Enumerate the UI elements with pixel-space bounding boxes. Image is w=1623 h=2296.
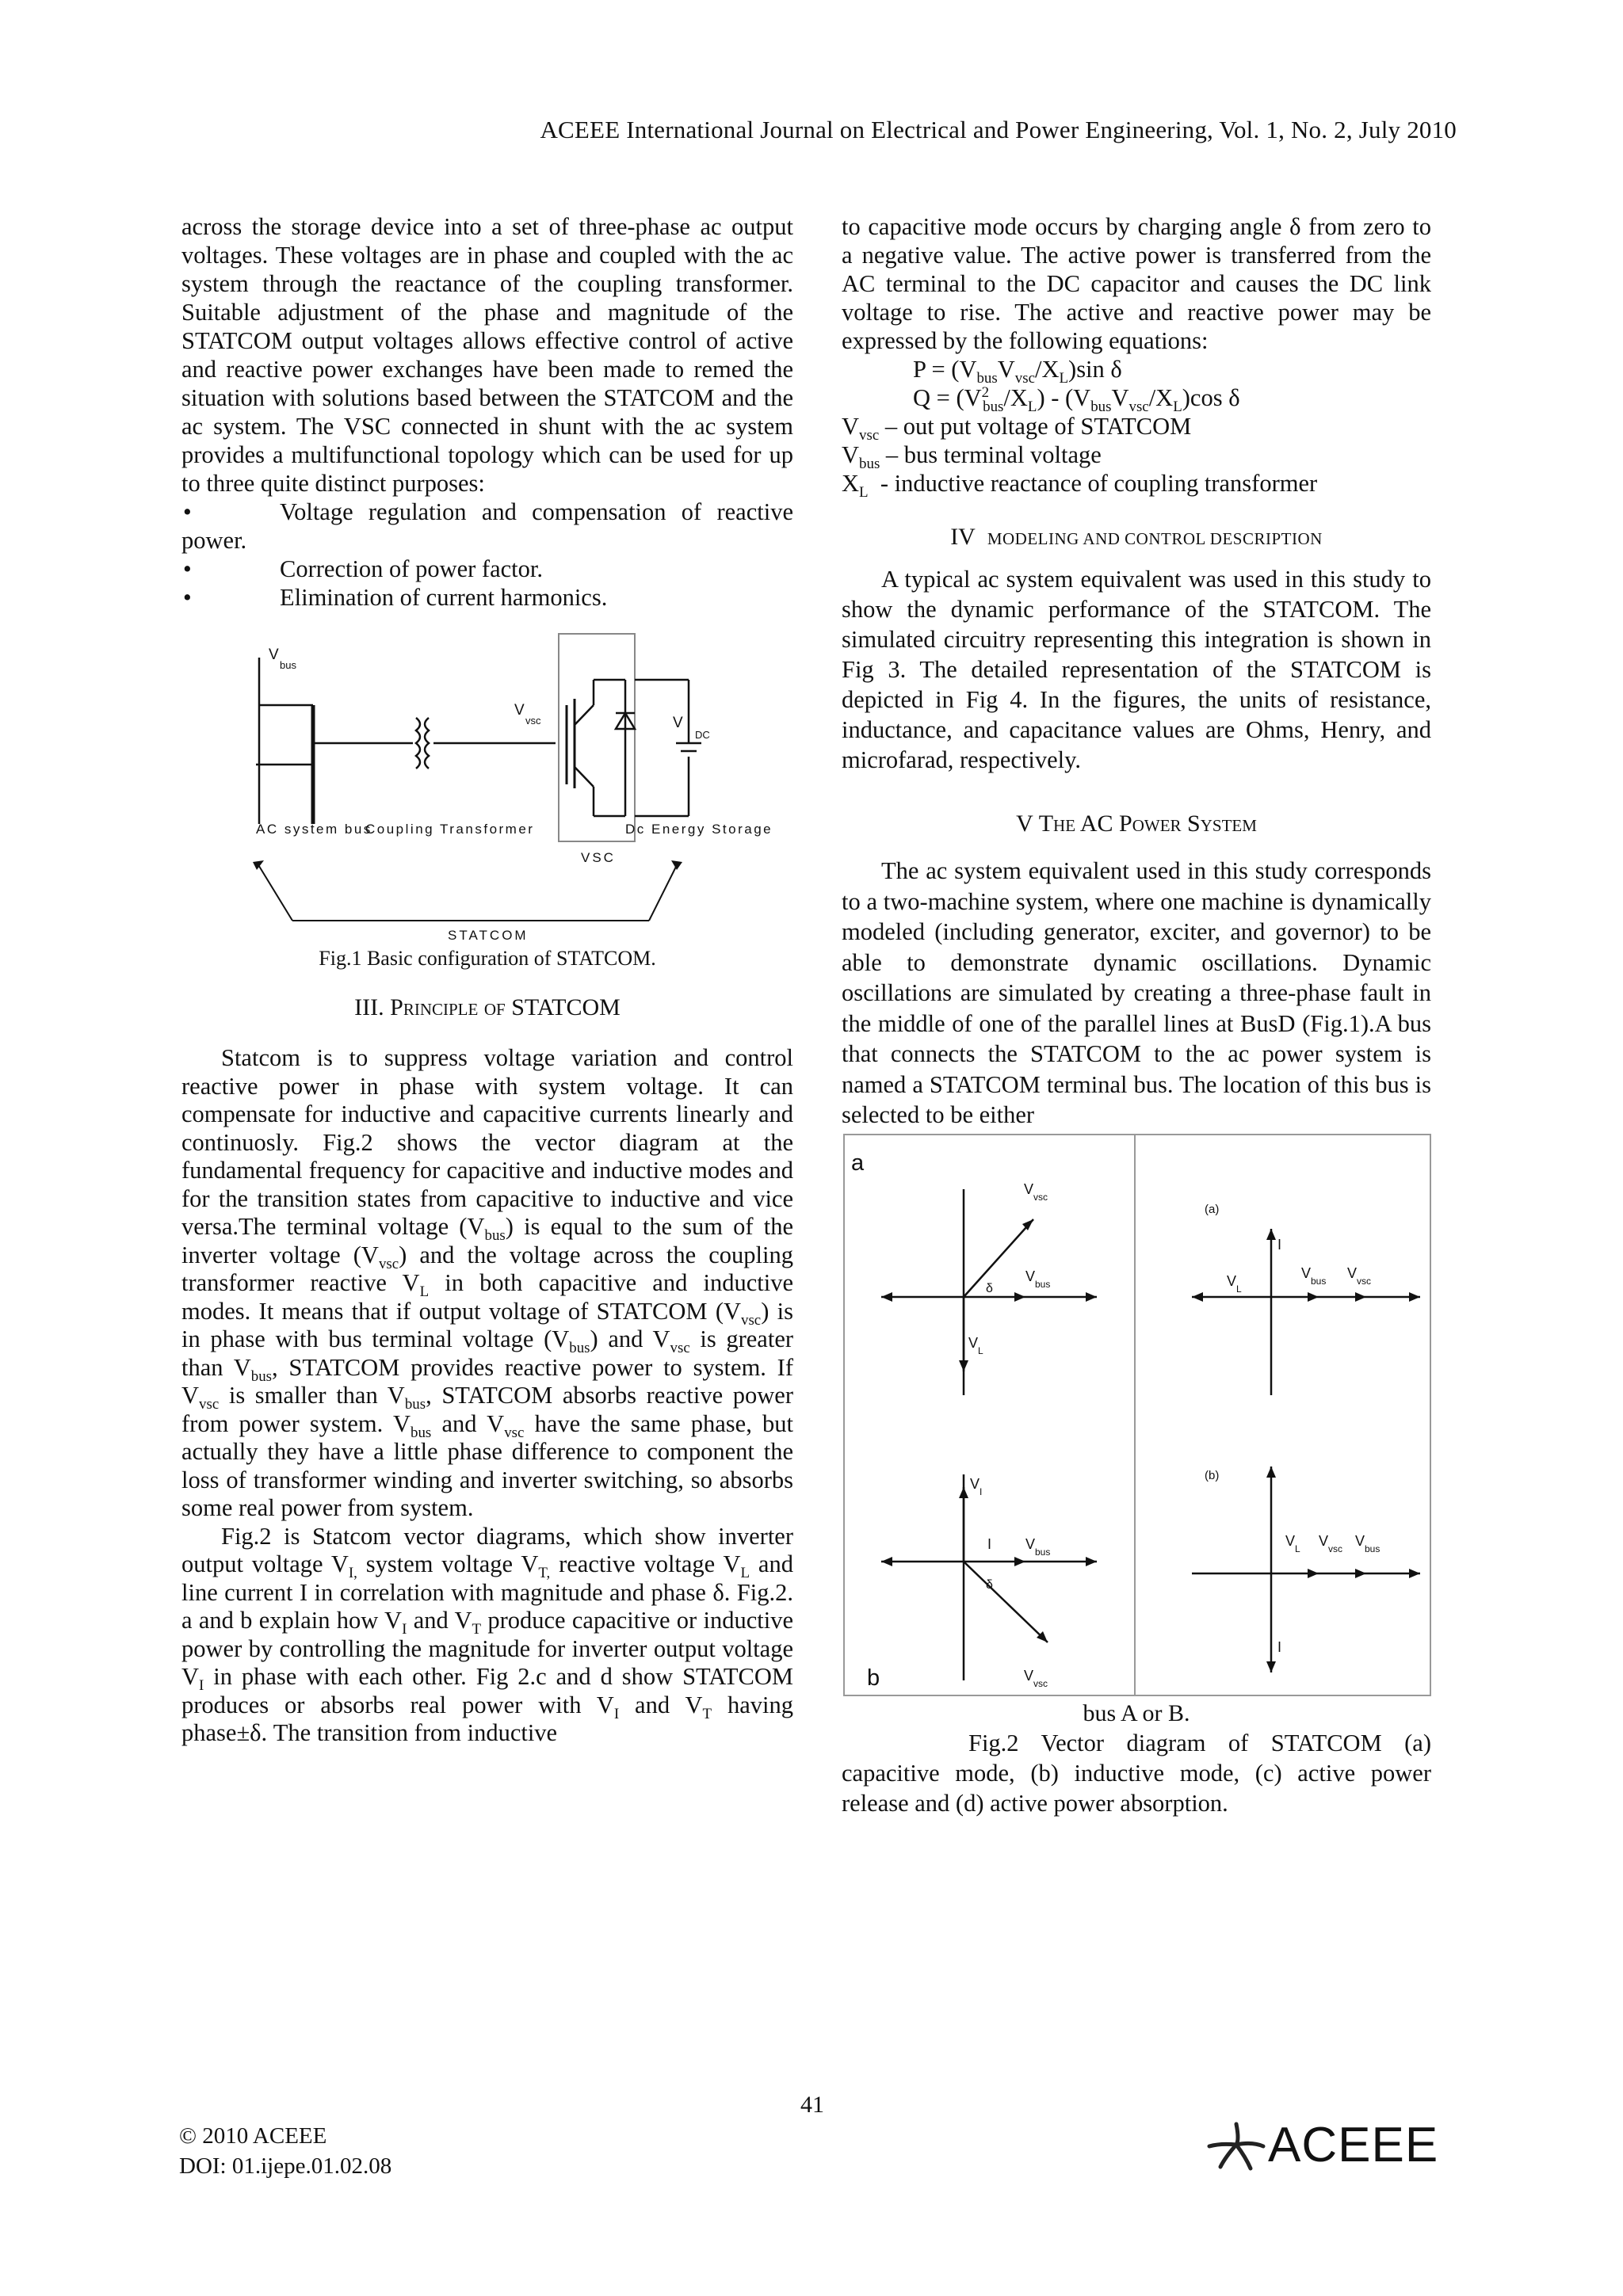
transition-paragraph: to capacitive mode occurs by charging angle δ from zero to a negative value. The active power is transferred from the AC terminal to the DC capacitor and causes the DC link voltage to rise. The active and reactive power may be expressed by the following equations:	[842, 213, 1431, 354]
vdc-label: V	[673, 715, 683, 731]
svg-text:V: V	[970, 1475, 980, 1492]
vvsc-sub: vsc	[525, 715, 541, 727]
section-4-title: IV MODELING AND CONTROL DESCRIPTION	[950, 524, 1323, 550]
copyright: © 2010 ACEEE	[179, 2123, 327, 2149]
ac-system-paragraph: The ac system equivalent used in this study corresponds to a two-machine system, where one machine is dynamically modeled (including generator, exciter, and governor) to be able to demonstrate dynamic oscillations. Dynamic oscillations are simulated by creating a three-phase fault in the middle of one of the parallel lines at BusD (Fig.1).A bus that connects the STATCOM to the ac power system is named a STATCOM terminal bus. The location of this bus is selected to be either	[842, 857, 1431, 1128]
doi: DOI: 01.ijepe.01.02.08	[179, 2153, 392, 2179]
vsc-label: VSC	[581, 850, 616, 865]
fig2-label-b: b	[867, 1665, 880, 1691]
svg-text:(b): (b)	[1205, 1468, 1220, 1482]
aceee-star-icon	[1205, 2118, 1268, 2173]
svg-text:V: V	[1227, 1272, 1237, 1289]
dc-storage-label: Dc Energy Storage	[625, 822, 773, 837]
svg-text:V: V	[1024, 1667, 1034, 1684]
statcom-label: STATCOM	[448, 928, 529, 943]
principle-paragraph: Statcom is to suppress voltage variation and control reactive power in phase with system voltage. It can compensate for inductive and capacitive currents linearly and continuosly. Fig.2 shows the vector diagram at the fundamental frequency for capacitive and inductive modes and for the transition states from capacitive to inductive and vice versa.The terminal voltage $(V_{bus})$ is equal to the sum of the inverter voltage $(V_{vsc})$ and the voltage across the coupling transformer reactive $V_L$ in both capacitive and inductive modes. It means that if output voltage of STATCOM $(V_{vsc})$ is in phase with bus terminal voltage $(V_{bus})$ and $V_{vsc}$ is greater than $V_{bus}$, STATCOM provides reactive power to system. If $V_{vsc}$ is smaller than $V_{bus}$, STATCOM absorbs reactive power from power system. $V_{bus}$ and $V_{vsc}$ have the same phase, but actually they have a little phase difference to component the loss of transformer winding and inverter switching, so absorbs some real power from system.	[181, 1044, 794, 1521]
svg-text:δ: δ	[986, 1577, 993, 1592]
modeling-paragraph: A typical ac system equivalent was used in this study to show the dynamic performance of the STATCOM. The simulated circuitry representing this integration is shown in Fig 3. The detailed representation of the STATCOM is depicted in Fig 4. In the figures, the units of resistance, inductance, and capacitance values are Ohms, Henry, and microfarad, respectively.	[842, 566, 1431, 773]
fig2-diagram	[843, 1134, 1433, 1698]
vbus-label: V	[269, 646, 279, 663]
fig2-label-a: a	[851, 1150, 865, 1176]
ac-bus-label: AC system bus	[256, 822, 372, 837]
svg-text:V: V	[1285, 1532, 1296, 1549]
svg-text:I: I	[980, 1486, 983, 1497]
journal-header: ACEEE International Journal on Electrical and Power Engineering, Vol. 1, No. 2, July 2010	[540, 116, 1457, 143]
definition-xl: $X_L$ - inductive reactance of coupling transformer	[842, 470, 1318, 502]
svg-text:vsc: vsc	[1357, 1275, 1371, 1287]
svg-text:L: L	[978, 1344, 983, 1356]
vector-diagram-paragraph: Fig.2 is Statcom vector diagrams, which show inverter output voltage $V_{I,}$ system voltage $V_{T,}$ reactive voltage $V_L$ and line current I in correlation with magnitude and phase δ. Fig.2. a and b explain how $V_I$ and $V_T$ produce capacitive or inductive power by controlling the magnitude for inverter output voltage $V_I$ in phase with each other. Fig 2.c and d show STATCOM produces or absorbs real power with $V_I$ and $V_T$ having phase±δ. The transition from inductive	[181, 1522, 793, 1746]
svg-text:L: L	[1236, 1283, 1242, 1295]
svg-text:vsc: vsc	[1328, 1543, 1342, 1554]
svg-text:V: V	[1024, 1180, 1034, 1197]
equation-q: $Q = (V^2_{bus}/X_L) - (V_{bus}V_{vsc}/X_L)\cos$ δ	[913, 383, 1240, 416]
logo-text: ACEEE	[1268, 2118, 1439, 2172]
fig1-diagram	[181, 626, 793, 952]
fig2-caption: Fig.2 Vector diagram of STATCOM (a) capacitive mode, (b) inductive mode, (c) active power release and (d) active power absorption.	[842, 1729, 1431, 1817]
equation-p: $P = (V_{bus}V_{vsc}/X_L)\sin$ δ	[913, 356, 1122, 387]
svg-text:V: V	[968, 1334, 979, 1351]
svg-text:I: I	[1277, 1638, 1282, 1655]
svg-text:vsc: vsc	[1033, 1191, 1048, 1203]
vbus-sub: bus	[280, 659, 296, 671]
svg-text:bus: bus	[1365, 1543, 1381, 1554]
coupling-label: Coupling Transformer	[365, 822, 535, 837]
svg-text:V: V	[1319, 1532, 1329, 1549]
bullet-item: • Voltage regulation and compensation of reactive power.	[181, 498, 793, 554]
aceee-logo	[1205, 2117, 1438, 2173]
svg-text:V: V	[1301, 1264, 1312, 1281]
svg-text:V: V	[1355, 1532, 1365, 1549]
vdc-sub: DC	[695, 729, 710, 741]
bullet-icon: •	[183, 555, 192, 582]
bullet-item: • Correction of power factor.	[183, 555, 543, 582]
svg-text:L: L	[1295, 1543, 1300, 1554]
intro-paragraph: across the storage device into a set of three-phase ac output voltages. These voltages are in phase and coupled with the ac system through the reactance of the coupling transformer. Suitable adjustment of the phase and magnitude of the STATCOM output voltages allows effective control of active and reactive power exchanges have been made to remed the situation with solutions based between the STATCOM and the ac system. The VSC connected in shunt with the ac system provides a multifunctional topology which can be used for up to three quite distinct purposes:	[181, 213, 793, 497]
bullet-icon: •	[183, 498, 192, 525]
definition-vsc: $V_{vsc}$ – out put voltage of STATCOM	[842, 413, 1192, 444]
svg-text:I: I	[987, 1535, 992, 1552]
page-number: 41	[800, 2092, 824, 2118]
svg-text:I: I	[1277, 1236, 1282, 1253]
bullet-item: • Elimination of current harmonics.	[183, 584, 608, 611]
svg-text:V: V	[1025, 1268, 1036, 1284]
svg-text:V: V	[1347, 1264, 1358, 1281]
footer-info	[179, 2121, 391, 2181]
svg-text:vsc: vsc	[1033, 1677, 1048, 1689]
right-column	[842, 212, 1431, 1818]
definition-vbus: $V_{bus}$ – bus terminal voltage	[842, 441, 1102, 473]
svg-text:bus: bus	[1035, 1546, 1051, 1558]
section-3-title: III. Principle of STATCOM	[354, 994, 621, 1020]
after-figure-text: bus A or B.	[1083, 1699, 1190, 1726]
vvsc-label: V	[514, 702, 525, 719]
svg-text:bus: bus	[1035, 1278, 1051, 1290]
svg-text:(a): (a)	[1205, 1202, 1220, 1216]
section-5-title: V The AC Power System	[1016, 810, 1257, 837]
svg-text:V: V	[1025, 1535, 1036, 1552]
svg-text:bus: bus	[1311, 1275, 1327, 1287]
svg-text:δ: δ	[986, 1281, 993, 1295]
fig1-caption: Fig.1 Basic configuration of STATCOM.	[319, 947, 656, 970]
left-column	[181, 212, 793, 1748]
bullet-icon: •	[183, 584, 192, 611]
